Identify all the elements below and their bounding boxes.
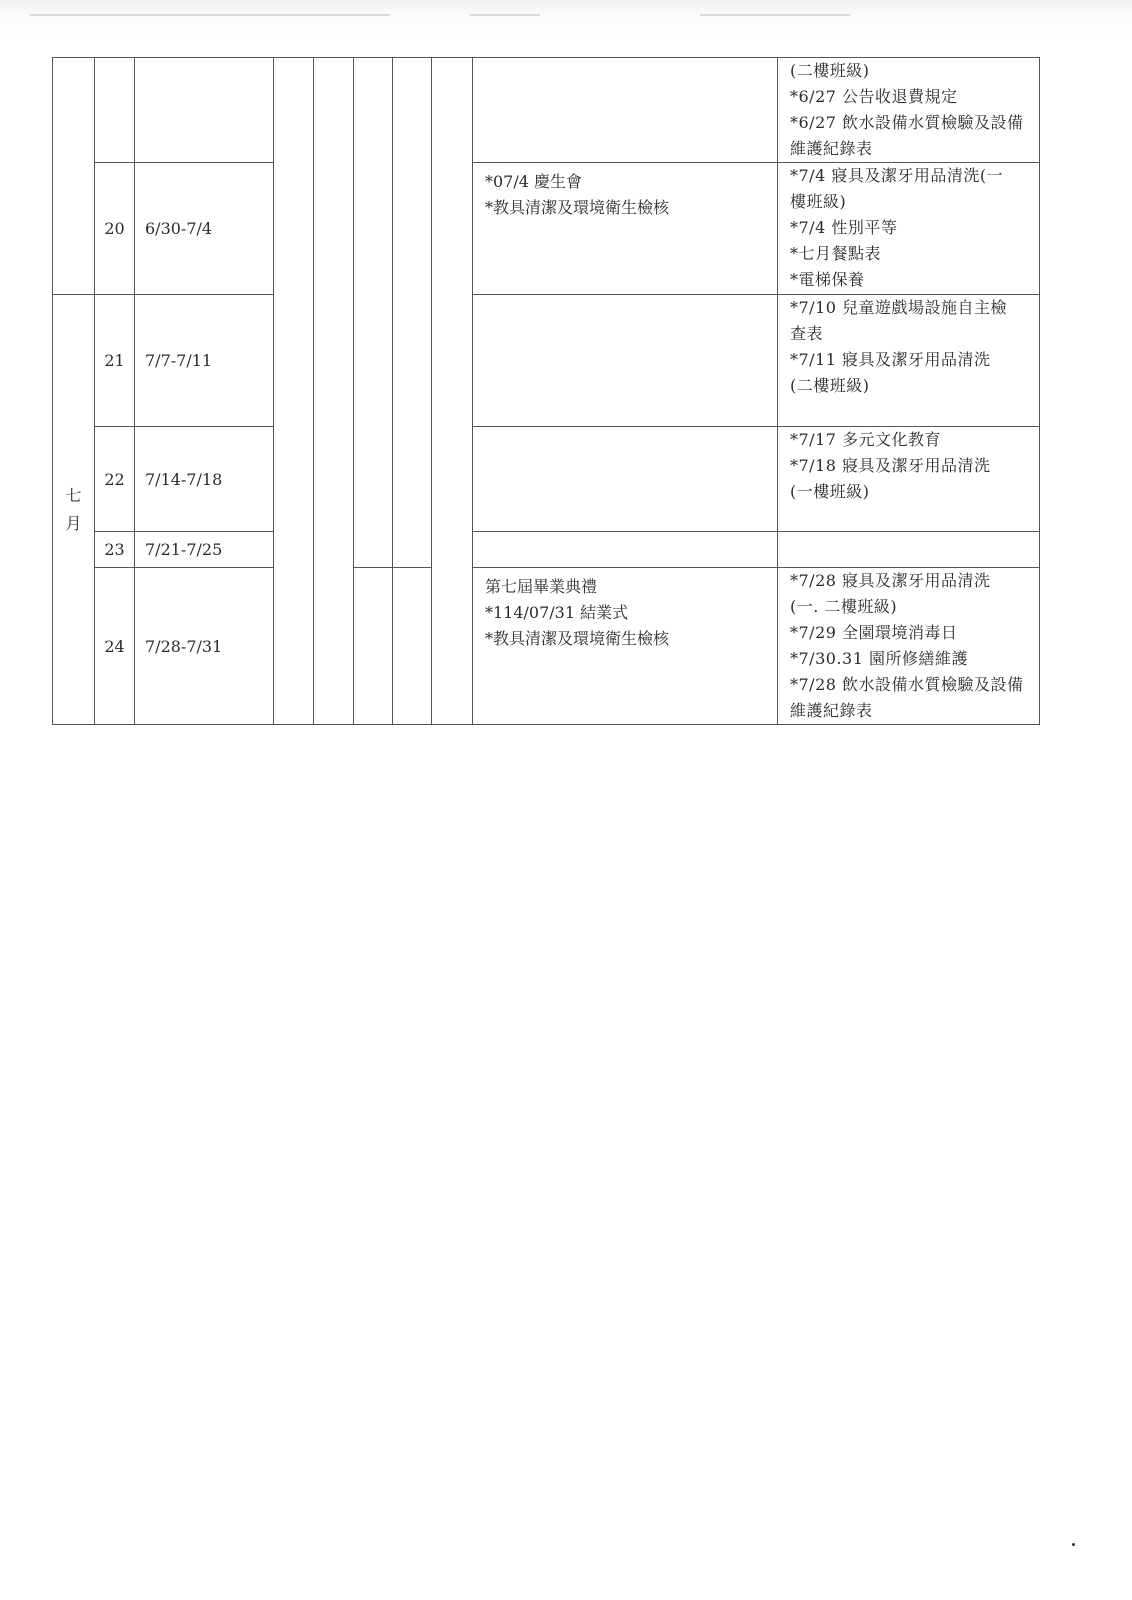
scan-artifact-line <box>30 14 390 16</box>
note-line: *7/17 多元文化教育 <box>790 430 942 449</box>
table-row <box>53 427 1040 532</box>
note-line: *7/28 飲水設備水質檢驗及設備 <box>790 675 1024 694</box>
activities-cell <box>473 427 778 532</box>
activities-cell <box>473 568 778 725</box>
blank-column-cell <box>354 568 393 725</box>
month-char: 月 <box>65 513 82 533</box>
date-range-cell: 6/30-7/4 <box>135 163 274 295</box>
scan-dot <box>1072 1543 1075 1546</box>
note-line: (一樓班級) <box>790 482 870 501</box>
notes-cell <box>778 532 1040 568</box>
note-line: *7/4 性別平等 <box>790 218 898 237</box>
activities-cell <box>473 58 778 163</box>
week-number-cell: 23 <box>95 532 135 568</box>
activity-line: *07/4 慶生會 <box>485 172 583 191</box>
note-line: *7/4 寢具及潔牙用品清洗(一 <box>790 166 1004 185</box>
note-line: *七月餐點表 <box>790 244 882 263</box>
week-number-cell: 20 <box>95 163 135 295</box>
note-line: 維護紀錄表 <box>790 139 873 158</box>
note-line: 查表 <box>790 324 824 343</box>
month-cell-june <box>53 58 95 295</box>
notes-cell <box>778 568 1040 725</box>
note-line: *7/28 寢具及潔牙用品清洗 <box>790 571 991 590</box>
note-line: *7/30.31 園所修繕維護 <box>790 649 968 668</box>
table-row <box>53 532 1040 568</box>
date-range-cell: 7/21-7/25 <box>135 532 274 568</box>
blank-column-cell <box>393 58 432 568</box>
note-line: *6/27 飲水設備水質檢驗及設備 <box>790 113 1024 132</box>
notes-cell <box>778 163 1040 295</box>
date-range-cell: 7/28-7/31 <box>135 568 274 725</box>
note-line: (一. 二樓班級) <box>790 597 898 616</box>
blank-column-cell <box>432 58 473 725</box>
month-char: 七 <box>65 485 82 505</box>
activity-line: *教具清潔及環境衛生檢核 <box>485 629 670 648</box>
note-line: *7/11 寢具及潔牙用品清洗 <box>790 350 991 369</box>
note-line: *電梯保養 <box>790 270 865 289</box>
date-range-cell: 7/7-7/11 <box>135 295 274 427</box>
blank-column-cell <box>274 58 314 725</box>
activities-cell <box>473 163 778 295</box>
week-number-cell: 21 <box>95 295 135 427</box>
scan-top-shading <box>0 0 1132 36</box>
note-line: *7/18 寢具及潔牙用品清洗 <box>790 456 991 475</box>
notes-cell <box>778 427 1040 532</box>
scan-artifact-line <box>470 14 540 16</box>
activity-line: *114/07/31 結業式 <box>485 603 629 622</box>
month-cell-july <box>53 295 95 725</box>
note-line: 樓班級) <box>790 192 847 211</box>
activity-line: 第七屆畢業典禮 <box>485 577 598 596</box>
table-row <box>53 58 1040 163</box>
date-range-cell: 7/14-7/18 <box>135 427 274 532</box>
notes-cell <box>778 295 1040 427</box>
blank-column-cell <box>314 58 354 725</box>
table-row <box>53 295 1040 427</box>
note-line: *7/29 全園環境消毒日 <box>790 623 958 642</box>
activity-line: *教具清潔及環境衛生檢核 <box>485 198 670 217</box>
blank-column-cell <box>354 58 393 568</box>
week-number-cell <box>95 58 135 163</box>
table-row <box>53 568 1040 725</box>
activities-cell <box>473 295 778 427</box>
note-line: (二樓班級) <box>790 61 870 80</box>
blank-column-cell <box>393 568 432 725</box>
scan-artifact-line <box>700 14 850 16</box>
date-range-cell <box>135 58 274 163</box>
note-line: *6/27 公告收退費規定 <box>790 87 958 106</box>
notes-cell <box>778 58 1040 163</box>
note-line: 維護紀錄表 <box>790 701 873 720</box>
note-line: (二樓班級) <box>790 376 870 395</box>
week-number-cell: 24 <box>95 568 135 725</box>
schedule-table <box>52 57 1040 725</box>
week-number-cell: 22 <box>95 427 135 532</box>
activities-cell <box>473 532 778 568</box>
note-line: *7/10 兒童遊戲場設施自主檢 <box>790 298 1008 317</box>
table-row <box>53 163 1040 295</box>
